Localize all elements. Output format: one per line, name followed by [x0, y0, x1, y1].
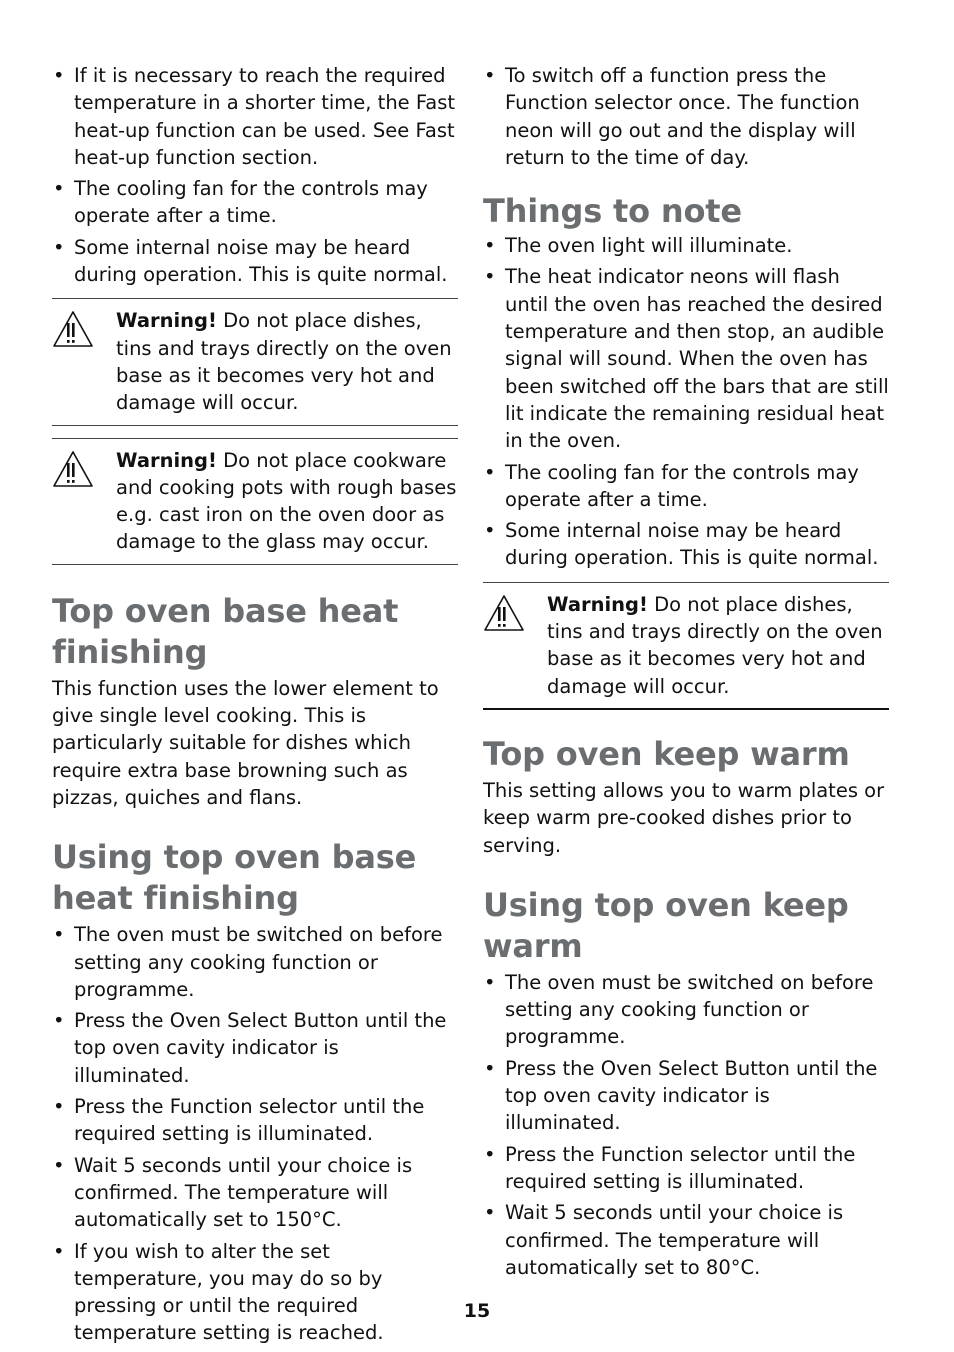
warning-text [116, 307, 458, 416]
section-heading: Top oven base heat finishing [52, 591, 399, 671]
list-item: • Press the Function selector until the required setting is illuminated. [52, 1093, 458, 1148]
list-item: • If you wish to alter the set temperature, you may do so by pressing or until the required temperature setting is reached. [52, 1238, 458, 1347]
right-column [483, 62, 889, 1285]
warning-icon [483, 594, 525, 632]
list-item: • Press the Function selector until the required setting is illuminated. [483, 1141, 889, 1196]
list-item: • The cooling fan for the controls may operate after a time. [52, 175, 458, 230]
section-heading: Things to note [483, 192, 742, 231]
list-item: • Wait 5 seconds until your choice is confirmed. The temperature will automatically set to 150°C. [52, 1152, 458, 1234]
warning-text [547, 591, 889, 700]
warning-body: Do not place dishes, tins and trays directly on the oven base as it becomes very hot and damage will occur. [547, 592, 883, 698]
page-number: 15 [463, 1300, 491, 1322]
warning-box [52, 438, 458, 565]
list-item: • To switch off a function press the Function selector once. The function neon will go out and the display will return to the time of day. [483, 62, 889, 171]
warning-text [116, 447, 458, 556]
left-column [52, 62, 458, 1351]
section-heading: Top oven keep warm [483, 734, 850, 773]
intro-list [52, 62, 458, 288]
steps-list [483, 969, 889, 1281]
warning-box [52, 298, 458, 425]
intro-list [483, 62, 889, 171]
list-item: • Press the Oven Select Button until the top oven cavity indicator is illuminated. [483, 1055, 889, 1137]
warning-box [483, 582, 889, 710]
steps-list [52, 921, 458, 1346]
list-item: • If it is necessary to reach the required temperature in a shorter time, the Fast heat-up function can be used. See Fast heat-up function section. [52, 62, 458, 171]
warning-label: Warning! [547, 592, 648, 616]
section-body: This setting allows you to warm plates or keep warm pre-cooked dishes prior to serving. [483, 778, 885, 857]
section-heading: Using top oven base heat finishing [52, 838, 417, 918]
warning-label: Warning! [116, 448, 217, 472]
warning-body: Do not place dishes, tins and trays directly on the oven base as it becomes very hot and damage will occur. [116, 309, 452, 415]
list-item: • The oven must be switched on before setting any cooking function or programme. [483, 969, 889, 1051]
list-item: • The oven must be switched on before setting any cooking function or programme. [52, 921, 458, 1003]
list-item: • Wait 5 seconds until your choice is confirmed. The temperature will automatically set to 80°C. [483, 1199, 889, 1281]
list-item: • Some internal noise may be heard during operation. This is quite normal. [483, 517, 889, 572]
warning-label: Warning! [116, 309, 217, 333]
warning-body: Do not place cookware and cooking pots with rough bases e.g. cast iron on the oven door as damage to the glass may occur. [116, 448, 457, 554]
list-item: • The heat indicator neons will flash until the oven has reached the desired temperature and then stop, an audible signal will sound. When the oven has been switched off the bars that are still lit indicate the remaining residual heat in the oven. [483, 263, 889, 454]
list-item: • Press the Oven Select Button until the top oven cavity indicator is illuminated. [52, 1007, 458, 1089]
warning-icon [52, 310, 94, 348]
warning-icon [52, 450, 94, 488]
section-body: This function uses the lower element to give single level cooking. This is particularly suitable for dishes which require extra base browning such as pizzas, quiches and flans. [52, 676, 439, 809]
list-item: • Some internal noise may be heard during operation. This is quite normal. [52, 234, 458, 289]
section-heading: Using top oven keep warm [483, 885, 849, 965]
list-item: • The cooling fan for the controls may operate after a time. [483, 459, 889, 514]
list-item: • The oven light will illuminate. [483, 232, 889, 259]
notes-list [483, 232, 889, 572]
